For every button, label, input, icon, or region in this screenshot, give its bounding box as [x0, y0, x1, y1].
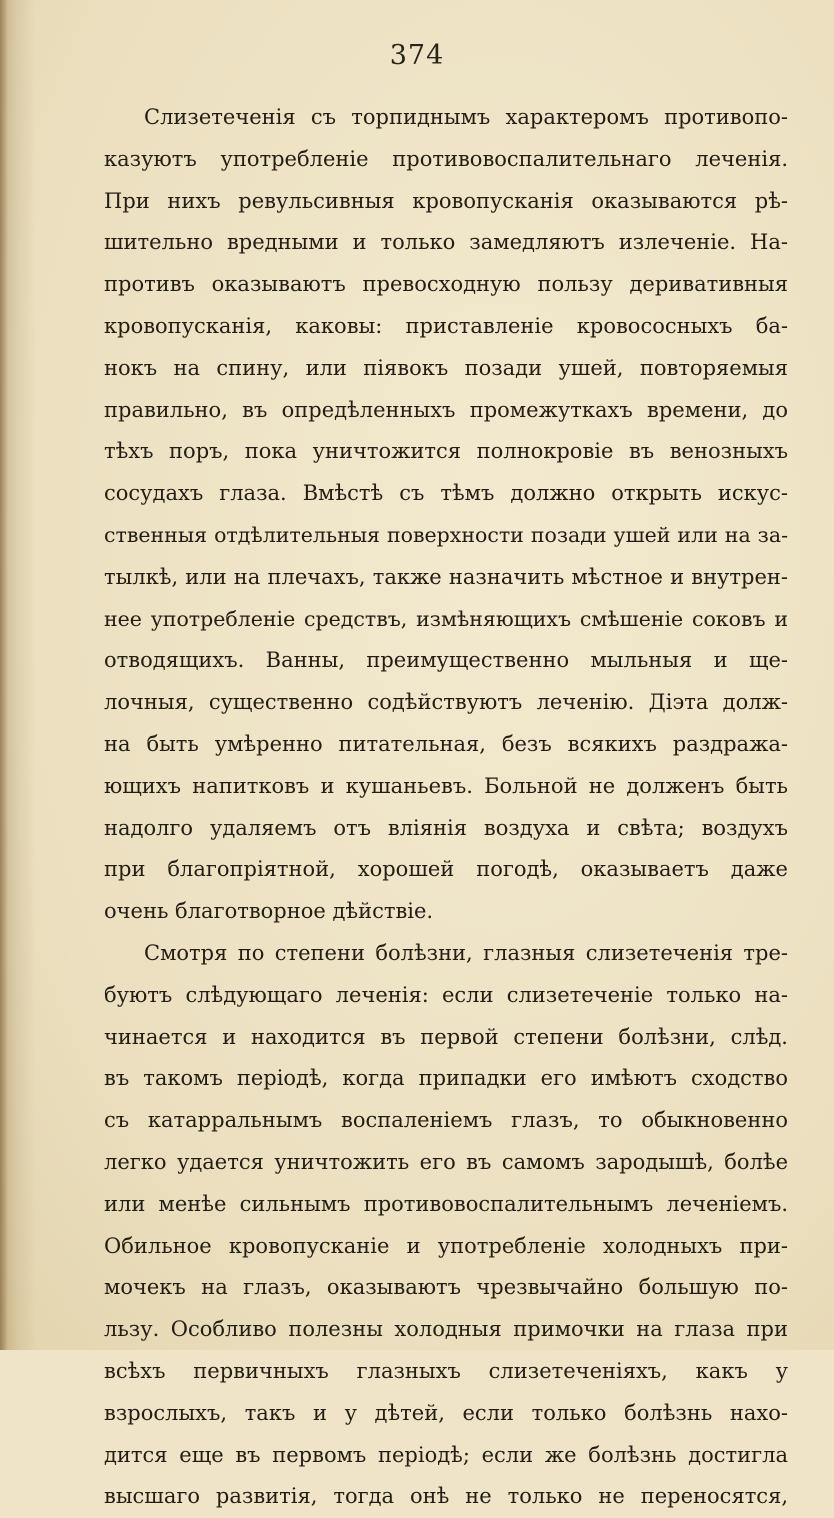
text-line: ющихъ напитковъ и кушаньевъ. Больной не долженъ быть: [104, 773, 788, 798]
text-line: противъ оказываютъ превосходную пользу деривативныя: [104, 272, 788, 297]
text-line: всѣхъ первичныхъ глазныхъ слизетеченіяхъ, какъ у: [104, 1358, 788, 1383]
text-line: правильно, въ опредѣленныхъ промежуткахъ времени, до: [104, 397, 788, 422]
text-line: Слизетеченія съ торпиднымъ характеромъ противопо-: [144, 105, 788, 129]
text-line: легко удается уничтожить его въ самомъ зародышѣ, болѣе: [104, 1149, 788, 1174]
text-line: взрослыхъ, такъ и у дѣтей, если только болѣзнь нахо-: [104, 1400, 788, 1425]
paragraph-1: [104, 97, 788, 933]
text-line: мочекъ на глазъ, оказываютъ чрезвычайно большую по-: [104, 1275, 788, 1300]
text-line: При нихъ ревульсивныя кровопусканія оказываются рѣ-: [104, 188, 788, 213]
body-text: [104, 97, 788, 1518]
paragraph-2: [104, 933, 788, 1518]
text-line: нее употребленіе средствъ, измѣняющихъ смѣшеніе соковъ и: [104, 606, 788, 631]
text-line: отводящихъ. Ванны, преимущественно мыльныя и ще-: [104, 648, 788, 673]
text-line: Обильное кровопусканіе и употребленіе холодныхъ при-: [104, 1233, 788, 1258]
text-line: лочныя, существенно содѣйствуютъ леченію. Діэта долж-: [104, 690, 788, 715]
text-line: буютъ слѣдующаго леченія: если слизетеченіе только на-: [104, 982, 788, 1007]
text-line: шительно вредными и только замедляютъ излеченіе. На-: [104, 230, 788, 255]
text-line: очень благотворное дѣйствіе.: [104, 899, 434, 924]
text-line: Смотря по степени болѣзни, глазныя слизетеченія тре-: [144, 940, 788, 965]
text-line: тылкѣ, или на плечахъ, также назначить мѣстное и внутрен-: [104, 564, 788, 589]
text-line: дится еще въ первомъ періодѣ; если же болѣзнь достигла: [104, 1442, 788, 1467]
text-line: сосудахъ глаза. Вмѣстѣ съ тѣмъ должно открыть искус-: [104, 481, 788, 506]
text-line: льзу. Особливо полезны холодныя примочки на глаза при: [104, 1317, 788, 1342]
text-line: съ катарральнымъ воспаленіемъ глазъ, то обыкновенно: [104, 1108, 788, 1133]
text-line: казуютъ употребленіе противовоспалительнаго леченія.: [104, 146, 788, 171]
text-line: высшаго развитія, тогда онѣ не только не переносятся,: [104, 1484, 788, 1509]
text-line: ственныя отдѣлительныя поверхности позади ушей или на за-: [104, 522, 788, 547]
text-line: въ такомъ періодѣ, когда припадки его имѣютъ сходство: [104, 1066, 788, 1091]
text-line: чинается и находится въ первой степени болѣзни, слѣд.: [104, 1024, 788, 1049]
text-line: надолго удаляемъ отъ вліянія воздуха и свѣта; воздухъ: [104, 815, 788, 840]
text-line: на быть умѣренно питательная, безъ всякихъ раздража-: [104, 731, 788, 756]
binding-edge: [0, 0, 8, 1350]
text-line: кровопусканія, каковы: приставленіе кровососныхъ ба-: [104, 313, 788, 338]
page-number: 374: [389, 40, 445, 71]
text-line: при благопріятной, хорошей погодѣ, оказываетъ даже: [104, 857, 788, 882]
text-line: или менѣе сильнымъ противовоспалительнымъ леченіемъ.: [104, 1191, 788, 1216]
text-line: тѣхъ поръ, пока уничтожится полнокровіе въ венозныхъ: [104, 439, 788, 464]
text-line: нокъ на спину, или піявокъ позади ушей, повторяемыя: [104, 355, 788, 380]
